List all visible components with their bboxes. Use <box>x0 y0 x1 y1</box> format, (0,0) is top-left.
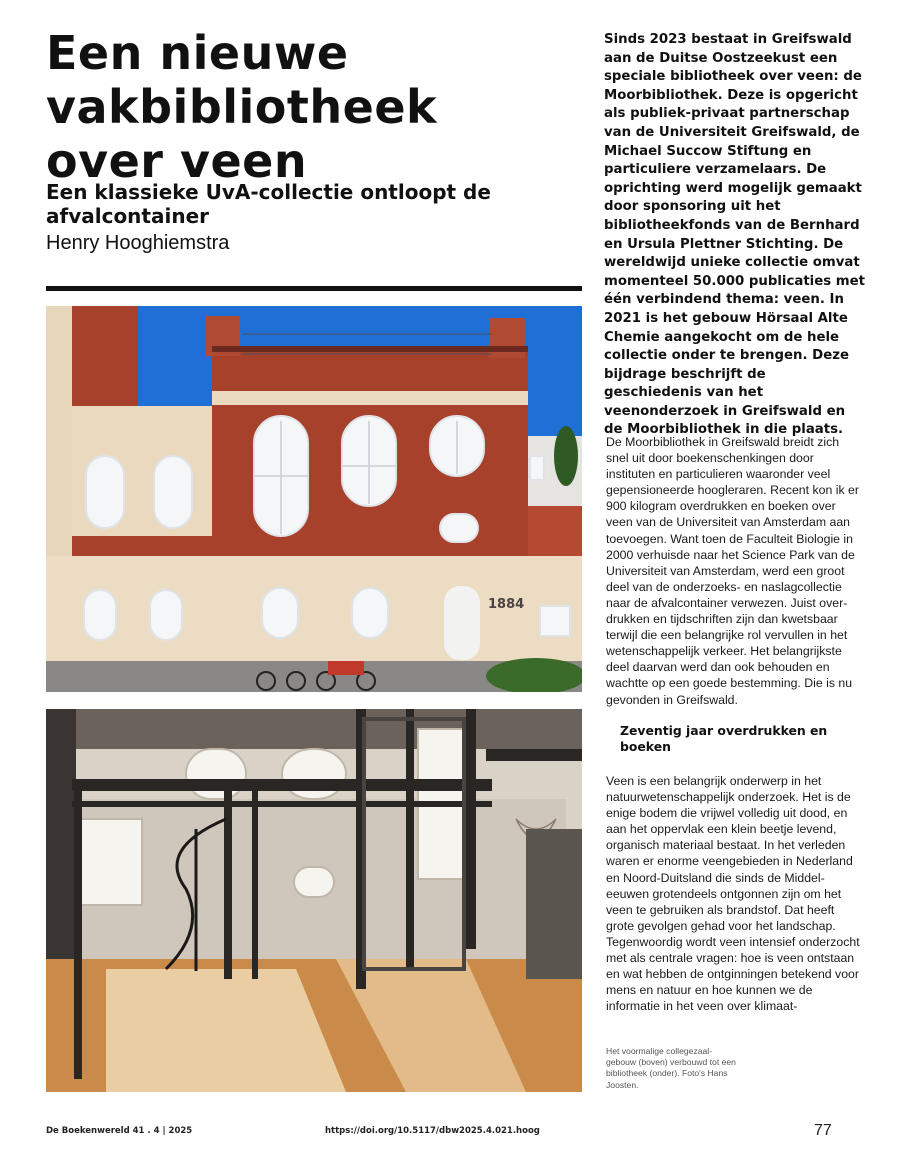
article-title: Een nieuwe vakbibliotheek over veen <box>46 26 438 188</box>
article-author: Henry Hooghiemstra <box>46 232 230 254</box>
intro-paragraph: Sinds 2023 bestaat in Greifswald aan de Duitse Oostzeekust een speciale bibliotheek over veen: de Moorbibliothek. Deze is opgericht als publiek-privaat partnerschap van de Universiteit Greifswald, de Michael Succow Stiftung en particuliere verzamelaars. De oprichting werd mogelijk gemaakt door sponsoring uit het bibliotheekfonds van de Bernhard en Ursula Plettner Stichting. De wereldwijd unieke collectie omvat momenteel 50.000 publicaties met één verbindend thema: veen. In 2021 is het gebouw Hörsaal Alte Chemie aangekocht om de hele collectie onder te brengen. Deze bijdrage beschrijft de geschiedenis van het veenonderzoek in Greifswald en de Moorbibliothek in die plaats. <box>604 32 866 438</box>
building-number-sign: 1884 <box>488 597 525 612</box>
title-divider <box>46 286 582 291</box>
page-number: 77 <box>814 1122 832 1139</box>
building-exterior-photo <box>46 306 582 692</box>
section-heading: Zeventig jaar overdrukken en boeken <box>620 723 828 754</box>
body-paragraph-2: Veen is een belangrijk onderwerp in het natuurwetenschappelijk onderzoek. Het is de enige bodem die vrijwel volledig uit dood, en aan het oppervlak een klein beetje levend, organisch materiaal bestaat. In het verleden waren er enorme veengebieden in Nederland en Noord-Duitsland die sinds de Middeleeuwen grotendeels ontgonnen zijn om het veen te gebruiken als brandstof. Dat heeft grote gevolgen gehad voor het landschap. Tegenwoordig wordt veen intensief onderzocht met als centrale vragen: hoe is veen ontstaan en wat hebben de ontginningen betekend voor mens en natuur en hoe kunnen we de informatie in het veen over klimaat- <box>606 774 860 1014</box>
body-paragraph-1: De Moorbibliothek in Greifswald breidt zich snel uit door boekenschenkingen door instituten en particulieren waaronder veel gepensioneerde hoogleraren. Recent kon ik er 900 kilogram overdrukken en boeken over veen van de Universiteit van Amsterdam aan toevoegen. Want toen de Faculteit Biologie in 2000 verhuisde naar het Science Park van de Universiteit van Amsterdam, werd een groot deel van de onderzoeks- en naslagcollectie naar de afvalcontainer verwezen. Juist overdrukken en tijdschriften zijn dan kwetsbaar terwijl die een belangrijke rol vervullen in het wetenschappelijk verkeer. Het belangrijkste deel daarvan werd dan ook behouden en wachtte op een goede bestemming. Die is nu gevonden in Greifswald. <box>606 435 859 707</box>
doi-link[interactable]: https://doi.org/10.5117/dbw2025.4.021.hoog <box>325 1126 540 1136</box>
article-subtitle: Een klassieke UvA-collectie ontloopt de afvalcontainer <box>46 180 491 228</box>
photo-caption: Het voormalige collegezaalgebouw (boven) verbouwd tot een bibliotheek (onder). Foto's Hans Joosten. <box>606 1046 736 1090</box>
library-interior-photo <box>46 709 582 1092</box>
journal-issue: De Boekenwereld 41 . 4 | 2025 <box>46 1126 193 1136</box>
